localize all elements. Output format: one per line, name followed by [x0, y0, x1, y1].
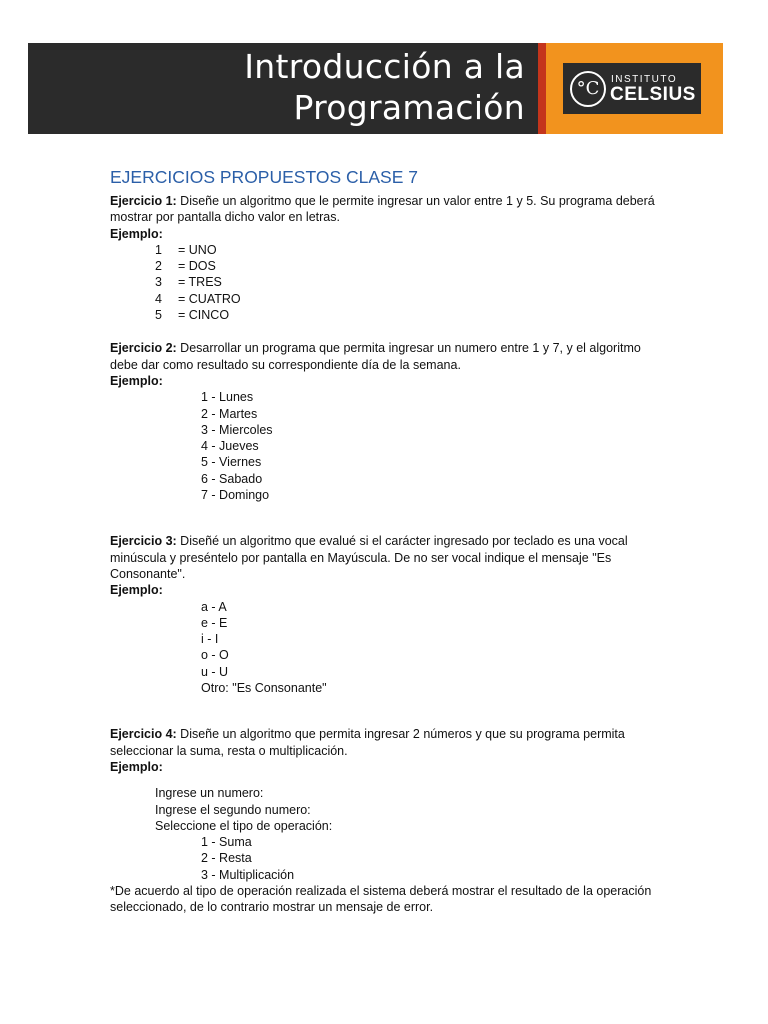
- list-item: 4 - Jueves: [201, 439, 259, 454]
- exercise-4-text: Diseñe un algoritmo que permita ingresar 2 números y que su programa permita seleccionar la suma, resta o multiplicación.: [110, 727, 625, 758]
- exercise-2-label: Ejercicio 2:: [110, 341, 177, 356]
- exercise-2-example-list: [110, 389, 670, 503]
- list-item: 3 - Miercoles: [201, 422, 273, 437]
- list-item: 5 = CINCO: [155, 308, 230, 323]
- exercise-3-text: Diseñé un algoritmo que evalué si el carácter ingresado por teclado es una vocal minúscula y preséntelo por pantalla en Mayúscula. De no ser vocal indique el mensaje "Es Consonante".: [110, 534, 628, 581]
- institute-logo: [563, 63, 701, 114]
- list-item: 2 - Resta: [201, 851, 252, 866]
- logo-small-text: INSTITUTO: [611, 74, 678, 85]
- exercise-1-statement: [110, 193, 670, 226]
- exercise-2-example-label: Ejemplo:: [110, 373, 163, 388]
- list-item: Otro: "Es Consonante": [201, 681, 327, 696]
- list-item: u - U: [201, 664, 229, 679]
- list-item: 3 = TRES: [155, 275, 222, 290]
- exercise-4-prompts: [110, 785, 670, 834]
- list-item: 1 = UNO: [155, 242, 217, 257]
- list-item: 7 - Domingo: [201, 488, 270, 503]
- list-item: a - A: [201, 599, 227, 614]
- exercise-1-label: Ejercicio 1:: [110, 194, 177, 208]
- section-heading: EJERCICIOS PROPUESTOS CLASE 7: [110, 167, 418, 187]
- exercise-1-example-list: [110, 242, 670, 323]
- exercise-3-label: Ejercicio 3:: [110, 534, 177, 549]
- list-item: 1 - Lunes: [201, 390, 254, 405]
- document-title: [244, 43, 525, 128]
- exercise-4-example-label: Ejemplo:: [110, 759, 163, 774]
- list-item: 3 - Multiplicación: [201, 867, 295, 882]
- list-item: Seleccione el tipo de operación:: [155, 818, 333, 833]
- list-item: Ingrese un numero:: [155, 786, 264, 801]
- title-line-1: Introducción a la: [244, 47, 525, 86]
- exercise-4-note: *De acuerdo al tipo de operación realizada el sistema deberá mostrar el resultado de la operación seleccionado, de lo contrario mostrar un mensaje de error.: [110, 883, 652, 915]
- list-item: 5 - Viernes: [201, 455, 262, 470]
- list-item: 2 - Martes: [201, 406, 258, 421]
- list-item: e - E: [201, 615, 228, 630]
- title-line-2: Programación: [293, 88, 525, 127]
- exercise-2-text: Desarrollar un programa que permita ingresar un numero entre 1 y 7, y el algoritmo debe dar como resultado su correspondiente día de la semana.: [110, 341, 641, 372]
- list-item: o - O: [201, 648, 229, 663]
- list-item: Ingrese el segundo numero:: [155, 802, 311, 817]
- exercise-4-label: Ejercicio 4:: [110, 727, 177, 742]
- exercise-1-example-label: Ejemplo:: [110, 226, 163, 241]
- list-item: i - I: [201, 632, 219, 647]
- list-item: 6 - Sabado: [201, 471, 263, 486]
- logo-big-text: CELSIUS: [610, 84, 696, 105]
- exercise-3-example-list: [110, 599, 670, 697]
- exercise-4-options: [110, 834, 670, 883]
- exercise-3-statement: [110, 533, 670, 582]
- list-item: 1 - Suma: [201, 835, 252, 850]
- exercise-2-statement: [110, 340, 670, 373]
- document-body: [110, 165, 670, 916]
- banner-red-stripe: [538, 43, 546, 134]
- list-item: 2 = DOS: [155, 259, 216, 274]
- list-item: 4 = CUATRO: [155, 291, 241, 306]
- exercise-1-text: Diseñe un algoritmo que le permite ingresar un valor entre 1 y 5. Su programa deberá mostrar por pantalla dicho valor en letras.: [110, 194, 655, 225]
- exercise-3-example-label: Ejemplo:: [110, 583, 163, 598]
- celsius-degree-icon: °C: [570, 71, 606, 107]
- exercise-4-statement: [110, 726, 670, 759]
